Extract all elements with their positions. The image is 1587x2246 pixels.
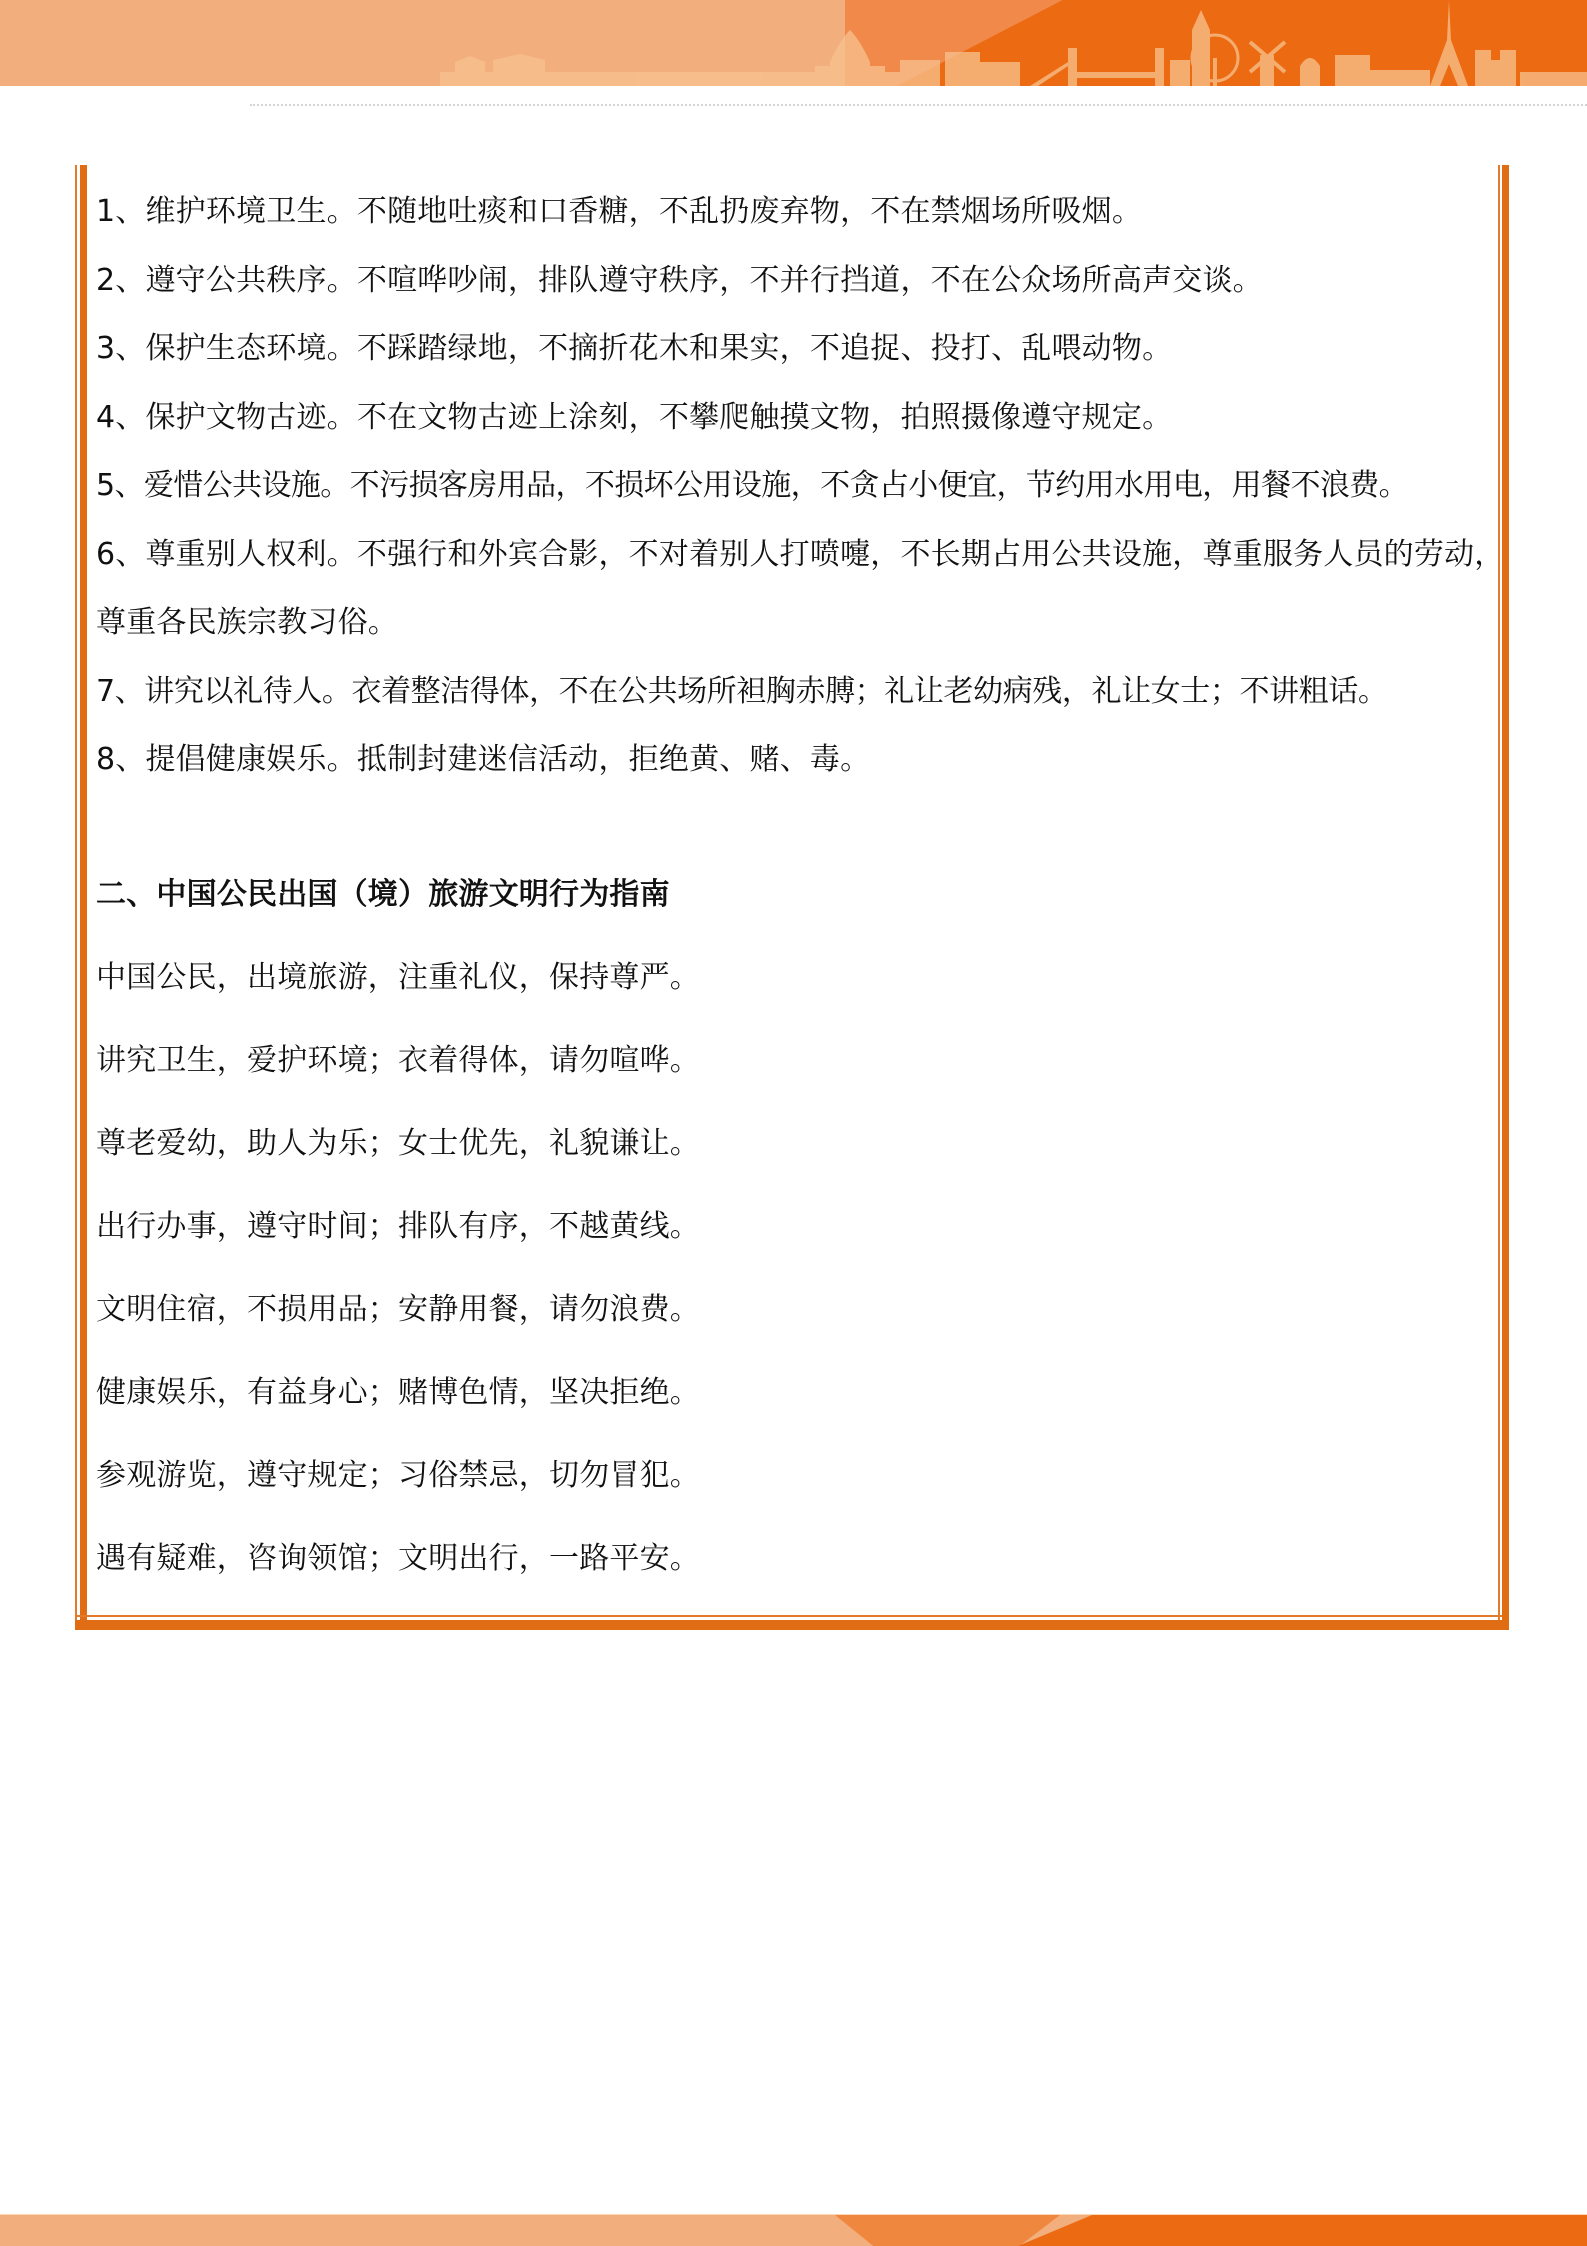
city-skyline-icon — [0, 0, 1587, 86]
guide-line-2: 讲究卫生，爱护环境；衣着得体，请勿喧哗。 — [96, 1042, 700, 1078]
rule-item-8: 8、提倡健康娱乐。抵制封建迷信活动，拒绝黄、赌、毒。 — [96, 742, 871, 777]
rule-item-3: 3、保护生态环境。不踩踏绿地，不摘折花木和果实，不追捉、投打、乱喂动物。 — [96, 331, 1173, 366]
section-outbound-guide — [96, 953, 1506, 1617]
rule-item-4: 4、保护文物古迹。不在文物古迹上涂刻，不攀爬触摸文物，拍照摄像遵守规定。 — [96, 399, 1173, 435]
frame-border-bottom-thick — [75, 1620, 1509, 1630]
guide-line-8: 遇有疑难，咨询领馆；文明出行，一路平安。 — [96, 1540, 700, 1576]
guide-line-4: 出行办事，遵守时间；排队有序，不越黄线。 — [96, 1208, 700, 1244]
guide-line-7: 参观游览，遵守规定；习俗禁忌，切勿冒犯。 — [96, 1457, 700, 1493]
guide-line-3: 尊老爱幼，助人为乐；女士优先，礼貌谦让。 — [96, 1125, 700, 1161]
frame-border-left-thin — [75, 165, 77, 1620]
guide-line-1: 中国公民，出境旅游，注重礼仪，保持尊严。 — [96, 959, 700, 995]
footer-banner-dark-band — [1018, 2215, 1587, 2246]
header-dotted-divider — [250, 104, 1587, 106]
frame-border-left-thick — [80, 165, 87, 1620]
section-domestic-rules — [96, 187, 1506, 804]
rule-item-5: 5、爱惜公共设施。不污损客房用品，不损坏公用设施，不贪占小便宜，节约用水用电，用餐不浪费。 — [96, 468, 1409, 503]
guide-line-5: 文明住宿，不损用品；安静用餐，请勿浪费。 — [96, 1291, 700, 1327]
rule-item-6: 6、尊重别人权利。不强行和外宾合影，不对着别人打喷嚏，不长期占用公共设施，尊重服务人员的劳动，尊重各民族宗教习俗。 — [96, 536, 1505, 640]
footer-banner-mid-band — [835, 2215, 1060, 2246]
footer-banner — [0, 2214, 1587, 2246]
rule-item-2: 2、遵守公共秩序。不喧哗吵闹，排队遵守秩序，不并行挡道，不在公众场所高声交谈。 — [96, 262, 1263, 298]
header-banner — [0, 0, 1587, 86]
rule-item-7: 7、讲究以礼待人。衣着整洁得体，不在公共场所袒胸赤膊；礼让老幼病残，礼让女士；不讲粗话。 — [96, 673, 1388, 709]
document-body — [96, 187, 1506, 1617]
section-title-outbound-guide: 二、中国公民出国（境）旅游文明行为指南 — [96, 876, 670, 912]
rule-item-1: 1、维护环境卫生。不随地吐痰和口香糖，不乱扔废弃物，不在禁烟场所吸烟。 — [96, 194, 1143, 229]
guide-line-6: 健康娱乐，有益身心；赌博色情，坚决拒绝。 — [96, 1374, 700, 1410]
